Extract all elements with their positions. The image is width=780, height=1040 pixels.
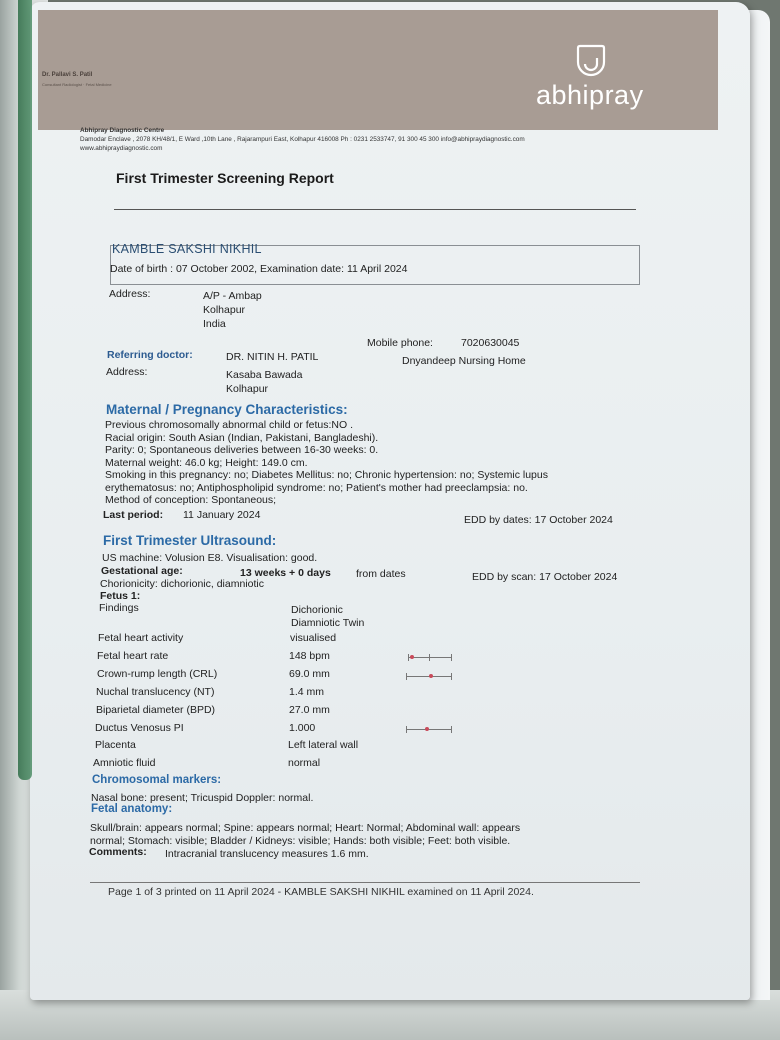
range-value-dot (429, 674, 433, 678)
mobile-label: Mobile phone: (367, 337, 433, 349)
mobile-number: 7020630045 (461, 337, 520, 349)
edd-by-scan: EDD by scan: 17 October 2024 (472, 571, 618, 583)
measurement-value: visualised (290, 632, 337, 644)
referring-doctor-name: DR. NITIN H. PATIL (226, 351, 319, 363)
letterhead-banner (38, 10, 718, 130)
measurement-row (0, 668, 780, 682)
us-machine: US machine: Volusion E8. Visualisation: good. (102, 552, 318, 564)
chromosomal-markers-heading: Chromosomal markers: (92, 774, 222, 786)
centre-address: Damodar Enclave , 2078 KH/48/1, E Ward ,10th Lane , Rajarampuri East, Kolhapur 416008 Ph : 0231 2533747, 91 300 45 300 info@abhipraydiagnostic.com (80, 136, 525, 143)
measurement-row (0, 686, 780, 700)
patient-dates: Date of birth : 07 October 2002, Examination date: 11 April 2024 (110, 263, 408, 275)
centre-name: Abhipray Diagnostic Centre (80, 127, 165, 134)
maternal-details (105, 419, 665, 507)
measurement-label: Placenta (95, 739, 136, 751)
measurement-value: 148 bpm (289, 650, 330, 662)
ultrasound-heading: First Trimester Ultrasound: (103, 533, 277, 548)
measurement-value: 1.000 (289, 722, 316, 734)
maternal-line: Previous chromosomally abnormal child or fetus:NO . (105, 419, 354, 431)
maternal-line: erythematosus: no; Antiphospholipid syndrome: no; Patient's mother had preeclampsia: no. (105, 481, 528, 494)
measurement-label: Crown-rump length (CRL) (97, 668, 218, 680)
maternal-line: Smoking in this pregnancy: no; Diabetes Mellitus: no; Chronic hypertension: no; Systemic lupus (105, 469, 548, 481)
measurement-label: Fetal heart rate (97, 650, 169, 662)
maternal-line: Racial origin: South Asian (Indian, Pakistani, Bangladeshi). (105, 431, 379, 444)
measurement-row (0, 704, 780, 718)
gestational-age-label: Gestational age: (101, 565, 183, 577)
measurement-row (0, 650, 780, 664)
range-tick (451, 654, 452, 661)
measurement-label: Ductus Venosus PI (95, 722, 184, 734)
gestational-age-suffix: from dates (356, 568, 406, 580)
fetal-anatomy-details (90, 822, 670, 847)
measurement-value: normal (288, 757, 321, 769)
measurement-value: 27.0 mm (289, 704, 330, 716)
report-title: First Trimester Screening Report (116, 170, 334, 186)
measurement-value: 69.0 mm (289, 668, 330, 680)
last-period-label: Last period: (103, 509, 164, 521)
page-footer: Page 1 of 3 printed on 11 April 2024 - KAMBLE SAKSHI NIKHIL examined on 11 April 2024. (108, 886, 534, 898)
measurement-row (0, 632, 780, 646)
measurement-label: Amniotic fluid (93, 757, 156, 769)
last-period-value: 11 January 2024 (183, 509, 261, 521)
patient-address-label: Address: (109, 288, 151, 300)
referral-address-line-2: Kolhapur (226, 383, 269, 395)
letterhead-doctor-subtitle: Consultant Radiologist · Fetal Medicine (42, 82, 112, 87)
chorionicity: Chorionicity: dichorionic, diamniotic (100, 578, 264, 590)
range-tick (451, 726, 452, 733)
patient-address-line-3: India (203, 318, 226, 330)
referral-address-line-1: Kasaba Bawada (226, 369, 303, 381)
anatomy-line: Skull/brain: appears normal; Spine: appears normal; Heart: Normal; Abdominal wall: appears (90, 822, 521, 834)
footer-divider (90, 882, 640, 883)
referral-address-label: Address: (106, 366, 148, 378)
maternal-line: Maternal weight: 46.0 kg; Height: 149.0 cm. (105, 456, 308, 469)
anatomy-line: normal; Stomach: visible; Bladder / Kidneys: visible; Hands: both visible; Feet: both visible. (90, 834, 511, 847)
centre-website: www.abhipraydiagnostic.com (80, 145, 163, 152)
findings-label: Findings (99, 602, 139, 614)
measurement-row (0, 757, 780, 771)
measurement-label: Fetal heart activity (98, 632, 184, 644)
measurement-label: Nuchal translucency (NT) (96, 686, 215, 698)
range-tick (429, 654, 430, 661)
range-line (408, 657, 452, 658)
measurement-label: Biparietal diameter (BPD) (96, 704, 216, 716)
maternal-line: Method of conception: Spontaneous; (105, 494, 277, 506)
fetal-heart-rate-range-marker (408, 653, 452, 661)
referring-clinic: Dnyandeep Nursing Home (402, 355, 526, 367)
range-value-dot (425, 727, 429, 731)
chromosomal-markers-text: Nasal bone: present; Tricuspid Doppler: normal. (91, 792, 314, 804)
patient-address-line-2: Kolhapur (203, 304, 246, 316)
title-divider (114, 209, 636, 210)
referring-doctor-label: Referring doctor: (107, 349, 193, 361)
letterhead-doctor-name: Dr. Pallavi S. Patil (42, 72, 93, 78)
findings-value-1: Dichorionic (291, 604, 343, 616)
maternal-line: Parity: 0; Spontaneous deliveries between 16-30 weeks: 0. (105, 444, 379, 456)
range-tick (406, 673, 407, 680)
edd-by-dates: EDD by dates: 17 October 2024 (464, 514, 613, 526)
comments-label: Comments: (89, 846, 147, 858)
maternal-heading: Maternal / Pregnancy Characteristics: (106, 402, 348, 417)
measurement-value: 1.4 mm (289, 686, 325, 698)
range-tick (408, 654, 409, 661)
gestational-age-value: 13 weeks + 0 days (240, 567, 331, 579)
ductus-venosus-range-marker (406, 725, 452, 733)
findings-value-2: Diamniotic Twin (291, 617, 365, 629)
range-tick (406, 726, 407, 733)
centre-details (80, 126, 720, 153)
patient-address-line-1: A/P - Ambap (203, 290, 262, 302)
range-value-dot (410, 655, 414, 659)
crl-range-marker (406, 672, 452, 680)
fetal-anatomy-heading: Fetal anatomy: (91, 803, 173, 815)
comments-text: Intracranial translucency measures 1.6 mm. (165, 848, 369, 860)
fetus-label: Fetus 1: (100, 590, 141, 602)
measurement-row (0, 739, 780, 753)
range-tick (451, 673, 452, 680)
abhipray-logo-text: abhipray (536, 80, 644, 110)
measurement-value: Left lateral wall (288, 739, 359, 751)
abhipray-logo-icon (572, 40, 610, 78)
patient-name: KAMBLE SAKSHI NIKHIL (112, 242, 262, 256)
measurement-row (0, 722, 780, 736)
range-line (406, 729, 452, 730)
